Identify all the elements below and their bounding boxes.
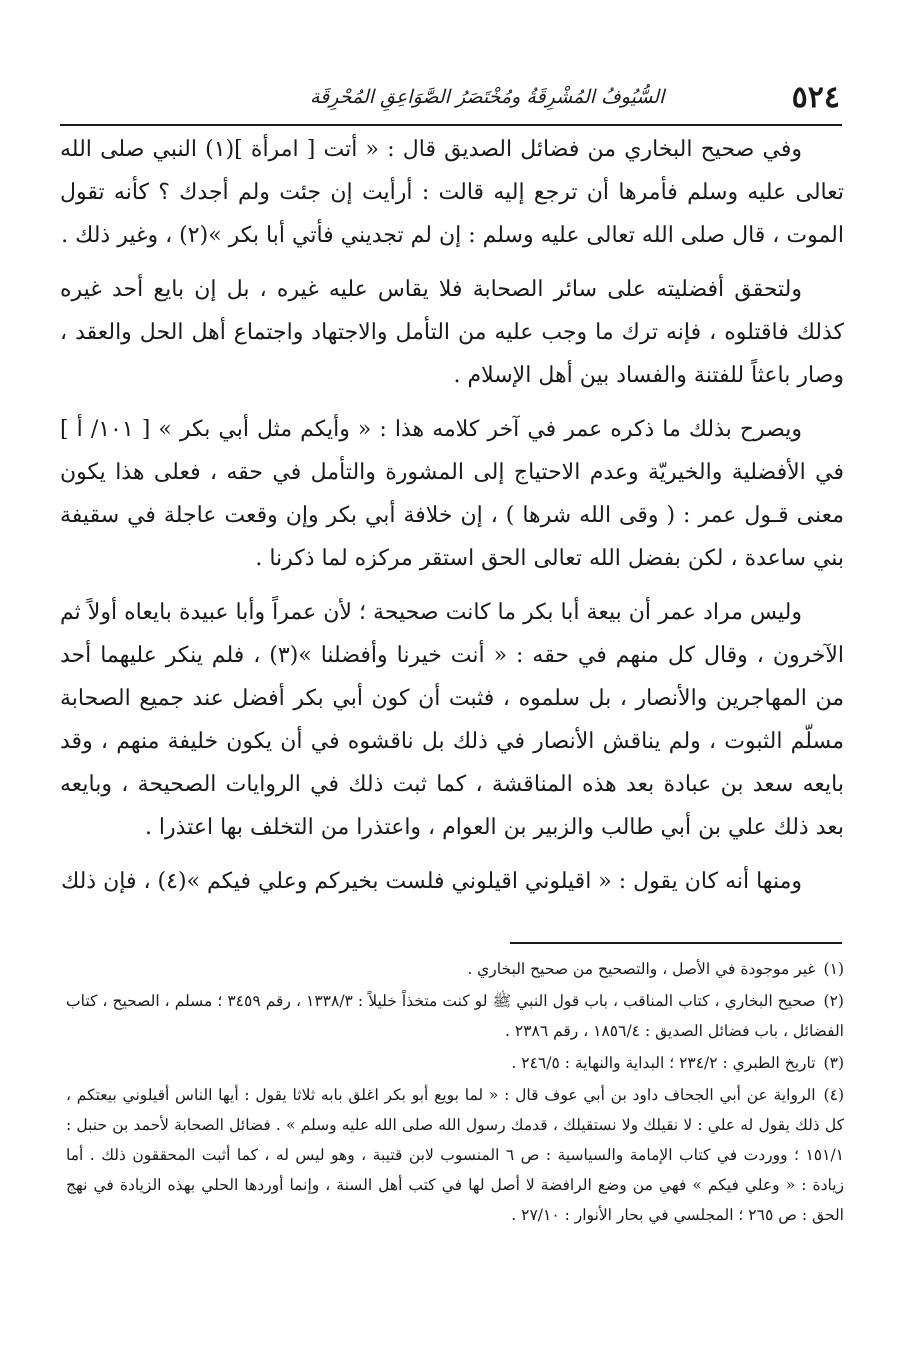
footnote-number: (١): [823, 960, 844, 978]
footnote-text: صحيح البخاري ، كتاب المناقب ، باب قول النبي ﷺ لو كنت متخذاً خليلاً : ١٣٣٨/٣ ، رقم ٣٤٥٩ ؛ مسلم ، الصحيح ، كتاب الفضائل ، باب فضائل الصديق : ١٨٥٦/٤ ، رقم ٢٣٨٦ .: [66, 992, 844, 1040]
paragraph: وفي صحيح البخاري من فضائل الصديق قال : « أتت [ امرأة ](١) النبي صلى الله تعالى عليه وسلم فأمرها أن ترجع إليه قالت : أرأيت إن جئت ولم أجدك ؟ كأنه تقول الموت ، قال صلى الله تعالى عليه وسلم : إن لم تجديني فأتي أبا بكر »(٢) ، وغير ذلك .: [60, 137, 844, 248]
footnotes: [66, 954, 844, 1232]
running-title: السُّيُوفُ المُشْرِقَةُ ومُخْتَصَرُ الصَّوَاعِقِ المُحْرِقَة: [310, 86, 665, 108]
paragraph: ويصرح بذلك ما ذكره عمر في آخر كلامه هذا : « وأيكم مثل أبي بكر » [ ١٠١/ أ ] في الأفضلية والخيريّة وعدم الاحتياج إلى المشورة والتأمل في حقه ، فعلى هذا يكون معنى قـول عمر : ( وقى الله شرها ) ، إن خلافة أبي بكر وإن وقعت عاجلة في سقيفة بني ساعدة ، لكن بفضل الله تعالى الحق استقر مركزه لما ذكرنا .: [60, 417, 844, 571]
paragraph: وليس مراد عمر أن بيعة أبا بكر ما كانت صحيحة ؛ لأن عمراً وأبا عبيدة بايعاه أولاً ثم الآخرون ، وقال كل منهم في حقه : « أنت خيرنا وأفضلنا »(٣) ، فلم ينكر عليهما أحد من المهاجرين والأنصار ، بل سلموه ، فثبت أن كون أبي بكر أفضل عند جميع الصحابة مسلّم الثبوت ، ولم يناقش الأنصار في ذلك بل ناقشوه في أن يكون خليفة منهم ، وقد بايعه سعد بن عبادة بعد هذه المناقشة ، كما ثبت ذلك في الروايات الصحيحة ، وبايعه بعد ذلك علي بن أبي طالب والزبير بن العوام ، واعتذرا من التخلف بها اعتذرا .: [60, 600, 845, 840]
header-rule: [60, 124, 842, 126]
footnote: [66, 1080, 844, 1230]
footnote-text: غير موجودة في الأصل ، والتصحيح من صحيح البخاري .: [467, 960, 816, 978]
footnote-rule: [510, 942, 842, 944]
main-text: [60, 128, 844, 914]
footnote-number: (٢): [823, 992, 844, 1010]
footnote-number: (٣): [823, 1054, 844, 1072]
footnote: [66, 1048, 844, 1078]
paragraph: ومنها أنه كان يقول : « اقيلوني اقيلوني فلست بخيركم وعلي فيكم »(٤) ، فإن ذلك: [61, 869, 802, 894]
page-number: ٥٢٤: [791, 80, 840, 115]
footnote: [66, 954, 844, 984]
footnote-text: تاريخ الطبري : ٢٣٤/٢ ؛ البداية والنهاية : ٢٤٦/٥ .: [511, 1054, 816, 1072]
paragraph: ولتحقق أفضليته على سائر الصحابة فلا يقاس عليه غيره ، بل إن بايع أحد غيره كذلك فاقتلوه ، فإنه ترك ما وجب عليه من التأمل والاجتهاد واجتماع أهل الحل والعقد ، وصار باعثاً للفتنة والفساد بين أهل الإسلام .: [60, 277, 844, 388]
footnote-number: (٤): [823, 1086, 844, 1104]
page-header: [60, 78, 840, 118]
footnote: [66, 986, 844, 1046]
footnote-text: الرواية عن أبي الجحاف داود بن أبي عوف قال : « لما بويع أبو بكر اغلق بابه ثلاثا يقول : أيها الناس أقيلوني بيعتكم ، كل ذلك يقول له علي : لا نقيلك ولا نستقيلك ، قدمك رسول الله صلى الله عليه وسلم » . فضائل الصحابة لأحمد بن حنبل : ١٥١/١ ؛ ووردت في كتاب الإمامة والسياسية : ص ٦ المنسوب لابن قتيبة ، وهو ليس له ، كما أثبت المحققون ذلك . أما زيادة : « وعلي فيكم » فهي من وضع الرافضة لا أصل لها في كتب أهل السنة ، وإنما أوردها الحلي بهذه الزيادة في نهج الحق : ص ٢٦٥ ؛ المجلسي في بحار الأنوار : ٢٧/١٠ .: [66, 1086, 844, 1224]
